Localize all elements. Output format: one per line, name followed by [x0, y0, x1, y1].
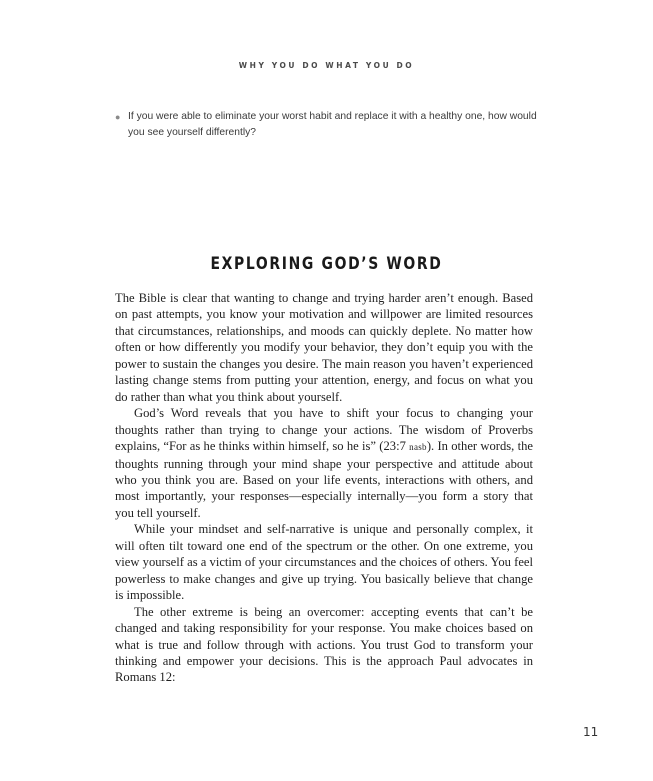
paragraph-1: The Bible is clear that wanting to change and trying harder aren’t enough. Based on past attempts, you know your motivation and willpower are limited resources that circumstances, relationships, and moods can quickly deplete. No matter how often or how differently you modify your behavior, they don’t equip you with the power to sustain the changes you desire. The main reason you haven’t experienced lasting change stems from putting your attention, energy, and focus on what you do rather than what you think about yourself.: [115, 291, 533, 404]
reflection-question: [115, 109, 545, 141]
section-heading: EXPLORING GOD’S WORD: [210, 254, 443, 274]
reflection-question-text: If you were able to eliminate your worst habit and replace it with a healthy one, how would you see yourself differently?: [128, 111, 537, 138]
paragraph-3: While your mindset and self-narrative is unique and personally complex, it will often tilt toward one end of the spectrum or the other. On one extreme, you view yourself as a victim of your circumstances and the choices of others. You feel powerless to make changes and give up trying. You basically believe that change is impossible.: [115, 522, 533, 603]
paragraph-2: [115, 405, 533, 521]
paragraph-4: The other extreme is being an overcomer: accepting events that can’t be changed and taking responsibility for your response. You make choices based on what is true and follow through with actions. You trust God to transform your thinking and empower your decisions. This is the approach Paul advocates in Romans 12:: [115, 604, 533, 685]
bullet-icon: ●: [115, 112, 121, 122]
bible-version-abbrev: nasb: [409, 442, 427, 453]
paragraph-2-text-b: ). In other words, the thoughts running through your mind shape your perspective and attitude about who you think you are. Based on your life events, interactions with others, and most importantly, your responses—especially internally—you form a story that you tell yourself.: [115, 439, 533, 520]
body-text: [115, 290, 533, 686]
page-number: 11: [583, 725, 599, 739]
paragraph-2-text-a: God’s Word reveals that you have to shift your focus to changing your thoughts rather than trying to change your actions. The wisdom of Proverbs explains, “For as he thinks within himself, so he is” (23:7: [115, 406, 533, 454]
running-head: WHY YOU DO WHAT YOU DO: [238, 61, 415, 70]
